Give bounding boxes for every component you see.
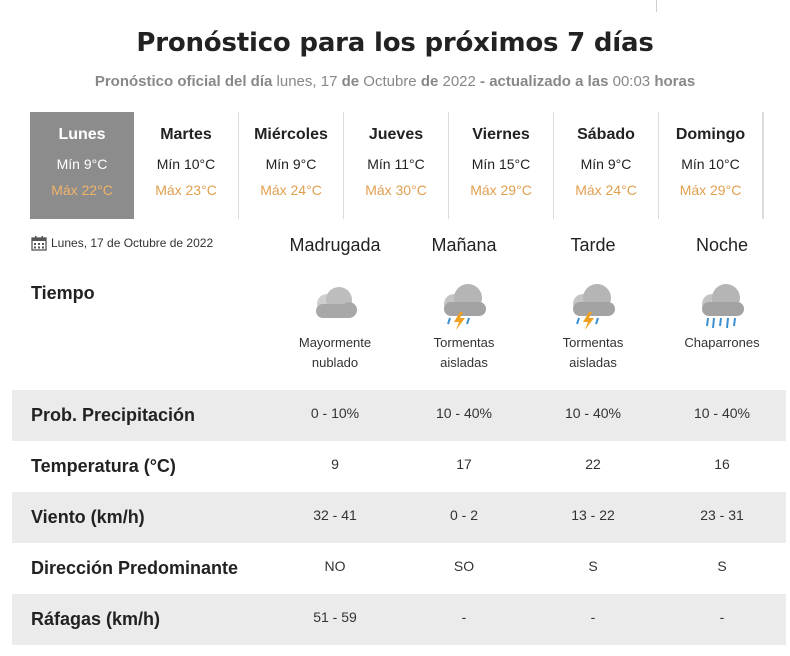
day-tab-martes[interactable] — [134, 112, 239, 219]
day-max-temp: Máx 29°C — [470, 182, 532, 198]
row-value: - — [719, 609, 725, 625]
row-value: 10 - 40% — [564, 405, 622, 421]
day-min-temp: Mín 9°C — [265, 156, 317, 172]
row-value: - — [590, 609, 596, 625]
period-header: Madrugada — [289, 235, 381, 255]
day-name: Sábado — [577, 126, 635, 143]
day-tab-viernes[interactable] — [449, 112, 554, 219]
day-tab-lunes[interactable] — [30, 112, 134, 219]
row-label: Temperatura (°C) — [31, 456, 176, 476]
row-value: S — [717, 558, 727, 574]
row-value: NO — [324, 558, 346, 574]
top-divider — [656, 0, 657, 12]
cloudy-icon — [271, 282, 399, 330]
row-label: Dirección Predominante — [31, 558, 239, 578]
page-title: Pronóstico para los próximos 7 días — [136, 28, 654, 58]
weather-description — [271, 333, 399, 373]
weather-desc-line: Chaparrones — [684, 335, 760, 350]
showers-icon — [658, 282, 786, 330]
row-label: Viento (km/h) — [31, 507, 145, 527]
thunderstorm-icon — [400, 282, 528, 330]
period-header: Mañana — [431, 235, 497, 255]
day-max-temp: Máx 29°C — [679, 182, 742, 198]
day-tabs — [30, 112, 764, 219]
day-name: Miércoles — [254, 126, 328, 143]
weather-desc-line: Tormentas — [433, 335, 495, 350]
calendar-icon — [31, 235, 47, 251]
day-min-temp: Mín 11°C — [367, 156, 425, 172]
day-min-temp: Mín 9°C — [56, 156, 108, 172]
subtitle-year: 2022 — [442, 73, 476, 90]
row-precipitation — [12, 390, 786, 441]
weather-description — [400, 333, 528, 373]
weather-desc-line: Mayormente — [298, 335, 372, 350]
day-name: Lunes — [58, 126, 106, 143]
weather-desc-line: aisladas — [569, 355, 617, 370]
row-value: 32 - 41 — [313, 507, 357, 523]
day-max-temp: Máx 23°C — [155, 182, 217, 198]
row-value: 0 - 2 — [449, 507, 478, 523]
weather-desc-line: aisladas — [440, 355, 488, 370]
row-value: 10 - 40% — [435, 405, 493, 421]
weather-description — [658, 333, 786, 353]
day-min-temp: Mín 10°C — [156, 156, 216, 172]
row-value: 51 - 59 — [313, 609, 357, 625]
row-value: S — [588, 558, 598, 574]
row-value: 9 — [331, 456, 339, 472]
subtitle-separator: - — [480, 73, 486, 90]
row-value: 13 - 22 — [571, 507, 615, 523]
day-tab-miercoles[interactable] — [239, 112, 344, 219]
row-value: 0 - 10% — [310, 405, 360, 421]
row-value: 16 — [714, 456, 730, 472]
day-name: Jueves — [368, 126, 424, 143]
row-gusts — [12, 594, 786, 645]
row-value: - — [461, 609, 467, 625]
row-value: 10 - 40% — [693, 405, 751, 421]
page-subtitle — [0, 73, 790, 90]
day-tab-sabado[interactable] — [554, 112, 659, 219]
thunderstorm-icon — [529, 282, 657, 330]
row-direction — [12, 543, 786, 594]
row-temperature — [12, 441, 786, 492]
row-value: SO — [453, 558, 475, 574]
subtitle-date: lunes, 17 — [276, 73, 338, 90]
period-header: Noche — [695, 235, 749, 255]
day-min-temp: Mín 10°C — [681, 156, 740, 172]
weather-description — [529, 333, 657, 373]
row-label: Prob. Precipitación — [31, 405, 196, 425]
weather-desc-line: Tormentas — [562, 335, 624, 350]
day-max-temp: Máx 30°C — [365, 182, 427, 198]
row-label: Ráfagas (km/h) — [31, 609, 161, 629]
subtitle-month: Octubre — [363, 73, 417, 90]
weather-row-label: Tiempo — [31, 283, 95, 303]
weather-desc-line: nublado — [311, 355, 359, 370]
selected-date-text: Lunes, 17 de Octubre de 2022 — [51, 236, 214, 250]
day-name: Domingo — [675, 126, 746, 143]
day-min-temp: Mín 9°C — [580, 156, 632, 172]
subtitle-updated: actualizado a las — [489, 73, 609, 90]
day-name: Martes — [160, 126, 212, 143]
subtitle-de: de — [341, 73, 360, 90]
subtitle-prefix: Pronóstico oficial del día — [94, 73, 273, 90]
subtitle-time: 00:03 — [612, 73, 651, 90]
day-tab-jueves[interactable] — [344, 112, 449, 219]
day-max-temp: Máx 24°C — [575, 182, 637, 198]
day-max-temp: Máx 24°C — [260, 182, 322, 198]
row-wind — [12, 492, 786, 543]
day-name: Viernes — [472, 126, 530, 143]
selected-date — [31, 235, 213, 251]
day-tab-domingo[interactable] — [659, 112, 764, 219]
day-max-temp: Máx 22°C — [51, 182, 113, 198]
period-header: Tarde — [570, 235, 616, 255]
subtitle-de: de — [420, 73, 439, 90]
row-value: 23 - 31 — [700, 507, 744, 523]
row-value: 17 — [456, 456, 472, 472]
day-min-temp: Mín 15°C — [471, 156, 531, 172]
row-value: 22 — [585, 456, 601, 472]
subtitle-hours: horas — [654, 73, 696, 90]
